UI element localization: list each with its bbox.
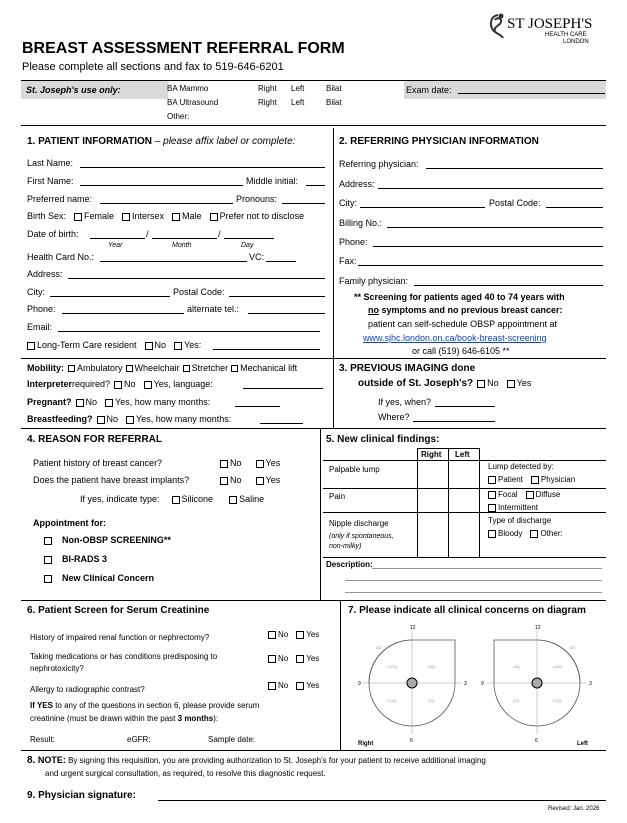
s2-city-label: City: — [339, 198, 357, 208]
dob-year-field[interactable] — [90, 238, 145, 239]
email-label: Email: — [27, 322, 53, 332]
birth-sex-row — [27, 211, 304, 222]
rule-s4 — [21, 428, 606, 429]
description-line-1[interactable] — [372, 568, 602, 569]
s7-num: 7. — [348, 605, 357, 616]
ft-left-header: Left — [455, 450, 470, 459]
vc-field[interactable] — [266, 261, 296, 262]
city-label: City: — [27, 287, 45, 297]
detected-by-row — [488, 475, 575, 485]
postal-code-label: Postal Code: — [173, 287, 225, 297]
left-uiq: UIQ — [513, 664, 521, 669]
diffuse-label: Diffuse — [535, 490, 561, 499]
stretcher-checkbox[interactable] — [183, 365, 190, 372]
right-ax: AX — [376, 645, 382, 650]
q1-no-checkbox[interactable] — [268, 631, 276, 639]
s6-heading — [27, 605, 209, 617]
alt-tel-field[interactable] — [248, 313, 325, 314]
det-patient-label: Patient — [498, 475, 523, 484]
family-phys-label: Family physician: — [339, 276, 409, 286]
s9-heading — [27, 790, 136, 802]
ltc-row — [27, 340, 201, 351]
lump-detected-label: Lump detected by: — [488, 462, 554, 471]
exam-date-field[interactable] — [458, 93, 605, 94]
saline-label: Saline — [239, 494, 265, 504]
ltc-yes-field[interactable] — [213, 349, 320, 350]
s3-yes-checkbox[interactable] — [507, 380, 515, 388]
family-phys-field[interactable] — [414, 285, 603, 286]
ltc-yes-checkbox[interactable] — [174, 342, 182, 350]
pain-label: Pain — [329, 492, 346, 501]
right-c12: 12 — [410, 625, 416, 631]
intersex-checkbox[interactable] — [122, 213, 130, 221]
q2-label-1: Taking medications or has conditions predisposing to — [30, 652, 218, 661]
q1-yes-checkbox[interactable] — [296, 631, 304, 639]
nipple-discharge-label: Nipple discharge — [329, 519, 389, 528]
first-name-label: First Name: — [27, 176, 74, 186]
ltc-no-checkbox[interactable] — [145, 342, 153, 350]
appt-2-checkbox[interactable] — [44, 556, 52, 564]
s3-no-label: No — [487, 378, 499, 388]
rule-s8 — [21, 750, 606, 751]
revised-label: Revised: Jan. 2026 — [548, 806, 600, 812]
silicone-checkbox[interactable] — [172, 496, 180, 504]
pregnant-label: Pregnant? — [27, 397, 72, 407]
s5-title: New clinical findings — [337, 434, 437, 445]
s2-phone-label: Phone: — [339, 237, 368, 247]
implant-type-row — [80, 494, 264, 505]
s8-line-1 — [27, 755, 486, 766]
appt-label: Appointment for: — [33, 518, 106, 528]
intersex-label: Intersex — [132, 211, 165, 221]
last-name-field[interactable] — [80, 167, 325, 168]
findings-table — [323, 448, 606, 558]
egfr-label: eGFR: — [127, 735, 151, 744]
s5-colon: : — [436, 434, 440, 445]
s5-heading — [326, 434, 439, 446]
screening-note-2 — [368, 305, 563, 316]
nipple-note-1: (only if spontaneous, — [329, 533, 394, 540]
s1-note: – please affix label or complete: — [152, 136, 296, 147]
palpable-lump-label: Palpable lump — [329, 465, 380, 474]
left-caption: Left — [577, 741, 588, 747]
q2-yes-label: Yes — [306, 654, 320, 663]
mobility-label: Mobility: — [27, 363, 64, 373]
right-c9: 9 — [358, 681, 361, 687]
impl-yes-checkbox[interactable] — [256, 477, 264, 485]
q2-no-label: No — [278, 654, 289, 663]
q3-yes-checkbox[interactable] — [296, 682, 304, 690]
interpreter-yes-label: Yes, language: — [153, 379, 213, 389]
ft-v1 — [417, 448, 418, 558]
q1-label: History of impaired renal function or nephrectomy? — [30, 633, 210, 642]
q3-no-label: No — [278, 681, 289, 690]
stretcher-label: Stretcher — [191, 363, 229, 373]
bf-months-field[interactable] — [260, 423, 303, 424]
hist-no-checkbox[interactable] — [220, 460, 228, 468]
alt-tel-label: alternate tel.: — [187, 304, 240, 314]
left-ax: AX — [570, 645, 576, 650]
office-mammo-left: Left — [291, 84, 305, 93]
s2-address-label: Address: — [339, 179, 375, 189]
interpreter-req: required? — [72, 379, 111, 389]
bf-no-label: No — [106, 414, 119, 424]
screening-note-1: ** Screening for patients aged 40 to 74 years with — [354, 292, 565, 302]
s3-where-field[interactable] — [413, 421, 495, 422]
s3-title-1: PREVIOUS IMAGING done — [350, 363, 476, 374]
saline-checkbox[interactable] — [229, 496, 237, 504]
screening-no: no — [368, 305, 379, 315]
s2-heading — [339, 136, 539, 148]
male-checkbox[interactable] — [172, 213, 180, 221]
s3-num: 3. — [339, 363, 348, 374]
pronouns-label: Pronouns: — [236, 194, 278, 204]
ft-h3 — [323, 512, 606, 513]
ltc-checkbox[interactable] — [27, 342, 35, 350]
creatinine-note-1 — [30, 701, 259, 711]
divider-s4-s5 — [320, 428, 321, 600]
billing-label: Billing No.: — [339, 218, 383, 228]
intermittent-row — [488, 503, 538, 513]
hist-yes-label: Yes — [265, 458, 281, 468]
left-c6: 6 — [535, 738, 538, 744]
exam-date-label: Exam date: — [406, 85, 452, 95]
result-label: Result: — [30, 735, 55, 744]
left-liq: LIQ — [513, 698, 520, 703]
implants-label: Does the patient have breast implants? — [33, 475, 190, 485]
impl-no-checkbox[interactable] — [220, 477, 228, 485]
discharge-other-label: Other: — [540, 529, 563, 538]
note-2-c: ): — [213, 714, 219, 723]
implant-type-label: If yes, indicate type: — [80, 494, 160, 504]
right-c6: 6 — [410, 738, 413, 744]
s3-title-2: outside of St. Joseph's? — [358, 378, 474, 389]
s9-num: 9. — [27, 790, 36, 801]
dob-month-hint: Month — [172, 242, 192, 249]
s3-when-label: If yes, when? — [378, 397, 432, 407]
discharge-type-label: Type of discharge — [488, 516, 552, 525]
note-if-yes: If YES — [30, 701, 53, 710]
s6-num: 6. — [27, 605, 36, 616]
appt-3-label: New Clinical Concern — [62, 573, 155, 583]
hist-yes-checkbox[interactable] — [256, 460, 264, 468]
impl-yes-label: Yes — [265, 475, 281, 485]
s1-num: 1. — [27, 136, 36, 147]
signature-field[interactable] — [158, 800, 606, 801]
note-2-a: creatinine (must be drawn within the past — [30, 714, 178, 723]
q2-label-2: nephrotoxicity? — [30, 664, 84, 673]
silicone-label: Silicone — [181, 494, 214, 504]
s2-postal-field[interactable] — [546, 207, 603, 208]
ft-h4 — [323, 557, 606, 558]
right-liq: LIQ — [428, 698, 435, 703]
focal-checkbox[interactable] — [488, 491, 496, 499]
ltc-yes-label: Yes: — [184, 340, 202, 350]
s3-when-field[interactable] — [435, 406, 495, 407]
pregnant-no-checkbox[interactable] — [76, 399, 84, 407]
q1-yes-label: Yes — [306, 630, 320, 639]
det-patient-checkbox[interactable] — [488, 476, 496, 484]
ft-h2 — [323, 488, 606, 489]
left-c12: 12 — [535, 625, 541, 631]
s2-phone-field[interactable] — [373, 246, 603, 247]
dob-sep-1: / — [146, 229, 149, 239]
discharge-other-checkbox[interactable] — [530, 530, 538, 538]
office-use-box — [21, 80, 606, 126]
s4-title: REASON FOR REFERRAL — [38, 434, 163, 445]
address-field[interactable] — [68, 278, 325, 279]
bf-no-checkbox[interactable] — [97, 416, 105, 424]
interpreter-yes-checkbox[interactable] — [144, 381, 152, 389]
preferred-name-label: Preferred name: — [27, 194, 93, 204]
screening-link[interactable]: www.sjhc.london.on.ca/book-breast-screening — [363, 333, 547, 343]
female-checkbox[interactable] — [74, 213, 82, 221]
left-c3: 3 — [589, 681, 592, 687]
logo-line3: LONDON — [563, 39, 589, 45]
implants-options — [220, 475, 280, 486]
phone-field[interactable] — [62, 313, 184, 314]
det-physician-label: Physician — [540, 475, 576, 484]
pregnant-row — [27, 397, 210, 408]
dob-sep-2: / — [218, 229, 221, 239]
creatinine-note-2 — [30, 714, 218, 724]
mech-lift-label: Mechanical lift — [240, 363, 298, 373]
office-us-bilat: Bilat — [326, 98, 342, 107]
breastfeeding-row — [27, 414, 231, 425]
dob-label: Date of birth: — [27, 229, 79, 239]
screening-note-2b: symptoms and no previous breast cancer: — [379, 305, 563, 315]
interpreter-row — [27, 379, 213, 390]
divider-s6-s7 — [340, 600, 341, 750]
left-uoq: UOQ — [553, 664, 563, 669]
first-name-field[interactable] — [80, 185, 243, 186]
discharge-type-row — [488, 529, 563, 539]
s4-num: 4. — [27, 434, 36, 445]
rule-s6 — [21, 600, 606, 601]
description-label: Description: — [326, 560, 373, 569]
logo — [487, 12, 605, 52]
prefer-not-label: Prefer not to disclose — [219, 211, 305, 221]
pronouns-field[interactable] — [282, 203, 325, 204]
q3-no-checkbox[interactable] — [268, 682, 276, 690]
bf-yes-checkbox[interactable] — [126, 416, 134, 424]
office-us-left: Left — [291, 98, 305, 107]
divider-s1-s2 — [333, 128, 334, 358]
s3-yes-label: Yes — [516, 378, 532, 388]
interpreter-no-label: No — [124, 379, 136, 389]
logo-line1: ST JOSEPH'S — [507, 16, 593, 32]
birth-sex-label: Birth Sex: — [27, 211, 67, 221]
fax-field[interactable] — [358, 265, 603, 266]
email-field[interactable] — [58, 331, 320, 332]
office-us: BA Ultrasound — [167, 98, 219, 107]
ref-phys-field[interactable] — [426, 168, 603, 169]
s3-where-label: Where? — [378, 412, 410, 422]
appt-3-checkbox[interactable] — [44, 575, 52, 583]
bloody-checkbox[interactable] — [488, 530, 496, 538]
q1-no-label: No — [278, 630, 289, 639]
s7-title: Please indicate all clinical concerns on diagram — [359, 605, 586, 616]
appt-3-row — [44, 573, 154, 584]
sample-date-label: Sample date: — [208, 735, 256, 744]
bf-yes-label: Yes, how many months: — [136, 414, 232, 424]
form-title: BREAST ASSESSMENT REFERRAL FORM — [22, 40, 345, 57]
ltc-no-label: No — [154, 340, 167, 350]
screening-call: or call (519) 646-6105 ** — [412, 346, 510, 356]
screening-note-3: patient can self-schedule OBSP appointment at — [368, 319, 557, 329]
form-subtitle: Please complete all sections and fax to 519-646-6201 — [22, 61, 284, 73]
q2-yes-checkbox[interactable] — [296, 655, 304, 663]
middle-initial-field[interactable] — [306, 185, 325, 186]
s1-title: PATIENT INFORMATION — [38, 136, 153, 147]
s6-title: Patient Screen for Serum Creatinine — [38, 605, 210, 616]
s8-title: NOTE: — [37, 755, 66, 765]
mech-lift-checkbox[interactable] — [231, 365, 238, 372]
intermittent-label: Intermittent — [498, 503, 539, 512]
right-c3: 3 — [464, 681, 467, 687]
wheelchair-label: Wheelchair — [134, 363, 180, 373]
prefer-not-checkbox[interactable] — [210, 213, 218, 221]
ft-v3 — [479, 448, 480, 558]
s1-heading — [27, 136, 295, 148]
s8-line-2: and urgent surgical consultation, as required, to resolve this diagnostic request. — [45, 769, 326, 778]
appt-2-row — [44, 554, 107, 565]
appt-1-row — [44, 535, 171, 546]
hist-bc-label: Patient history of breast cancer? — [33, 458, 163, 468]
description-line-2[interactable] — [345, 580, 602, 581]
right-uiq: UIQ — [428, 664, 436, 669]
s3-heading-1 — [339, 363, 475, 375]
left-loq: LOQ — [553, 698, 562, 703]
vc-label: VC: — [249, 252, 265, 262]
note-1-rest: to any of the questions in section 6, please provide serum — [52, 701, 260, 710]
appt-1-checkbox[interactable] — [44, 537, 52, 545]
appt-2-label: BI-RADS 3 — [62, 554, 108, 564]
office-other: Other: — [167, 112, 190, 121]
office-mammo-right: Right — [258, 84, 277, 93]
ft-right-header: Right — [421, 450, 442, 459]
billing-field[interactable] — [387, 227, 603, 228]
preferred-name-field[interactable] — [100, 203, 233, 204]
s2-title: REFERRING PHYSICIAN INFORMATION — [350, 136, 539, 147]
office-mammo-bilat: Bilat — [326, 84, 342, 93]
right-loq: LOQ — [388, 698, 397, 703]
ft-v2 — [448, 448, 449, 558]
ambulatory-checkbox[interactable] — [68, 365, 75, 372]
ltc-label: Long-Term Care resident — [37, 340, 137, 350]
phone-label: Phone: — [27, 304, 56, 314]
s5-num: 5. — [326, 434, 335, 445]
s2-city-field[interactable] — [360, 207, 485, 208]
divider-mobility-s3 — [333, 358, 334, 428]
nipple-note-2: non-milky) — [329, 543, 362, 550]
q2-no-checkbox[interactable] — [268, 655, 276, 663]
logo-line2: HEALTH CARE — [545, 32, 587, 38]
right-caption: Right — [358, 741, 374, 747]
ref-phys-label: Referring physician: — [339, 159, 419, 169]
s8-num: 8. — [27, 755, 36, 766]
middle-initial-label: Middle initial: — [246, 176, 299, 186]
dob-month-field[interactable] — [152, 238, 217, 239]
pain-type-row — [488, 490, 560, 500]
s7-heading — [348, 605, 586, 617]
appt-1-label: Non-OBSP SCREENING** — [62, 535, 171, 545]
s2-num: 2. — [339, 136, 348, 147]
impl-no-label: No — [230, 475, 242, 485]
diffuse-checkbox[interactable] — [526, 491, 534, 499]
postal-code-field[interactable] — [229, 296, 325, 297]
ft-h1 — [323, 460, 606, 461]
q3-yes-label: Yes — [306, 681, 320, 690]
q1-options — [268, 630, 319, 640]
pregnant-no-label: No — [85, 397, 98, 407]
right-uoq: UOQ — [388, 664, 398, 669]
fax-label: Fax: — [339, 256, 357, 266]
office-use-label: St. Joseph's use only: — [26, 85, 121, 95]
male-label: Male — [182, 211, 202, 221]
focal-label: Focal — [498, 490, 518, 499]
ambulatory-label: Ambulatory — [77, 363, 123, 373]
pregnant-yes-label: Yes, how many months: — [115, 397, 211, 407]
intermittent-checkbox[interactable] — [488, 504, 496, 512]
pregnant-yes-checkbox[interactable] — [105, 399, 113, 407]
office-us-right: Right — [258, 98, 277, 107]
city-field[interactable] — [50, 296, 170, 297]
rule-mobility — [21, 358, 606, 359]
health-card-label: Health Card No.: — [27, 252, 95, 262]
health-card-field[interactable] — [100, 261, 247, 262]
note-2-months: 3 months — [177, 714, 214, 723]
q3-label: Allergy to radiographic contrast? — [30, 685, 145, 694]
q3-options — [268, 681, 319, 691]
s8-text-1: By signing this requisition, you are providing authorization to St. Joseph's for your patient to receive additional imaging — [65, 756, 486, 765]
address-label: Address: — [27, 269, 63, 279]
s3-no-checkbox[interactable] — [477, 380, 485, 388]
det-physician-checkbox[interactable] — [531, 476, 539, 484]
logo-figure-icon — [487, 12, 509, 44]
female-label: Female — [84, 211, 115, 221]
interpreter-no-checkbox[interactable] — [114, 381, 122, 389]
dob-day-field[interactable] — [224, 238, 274, 239]
description-line-3[interactable] — [345, 592, 602, 593]
office-mammo: BA Mammo — [167, 84, 209, 93]
s3-heading-2 — [358, 378, 531, 389]
s2-address-field[interactable] — [378, 188, 603, 189]
left-c9: 9 — [481, 681, 484, 687]
dob-day-hint: Day — [241, 242, 254, 249]
bloody-label: Bloody — [498, 529, 523, 538]
last-name-label: Last Name: — [27, 158, 74, 168]
dob-year-hint: Year — [108, 242, 123, 249]
s4-heading — [27, 434, 162, 446]
breast-diagram[interactable] — [348, 620, 603, 748]
s2-postal-label: Postal Code: — [489, 198, 541, 208]
hist-bc-options — [220, 458, 280, 469]
wheelchair-checkbox[interactable] — [126, 365, 133, 372]
breastfeeding-label: Breastfeeding? — [27, 414, 93, 424]
q2-options — [268, 654, 319, 664]
interpreter-label: Interpreter — [27, 379, 73, 389]
hist-no-label: No — [230, 458, 242, 468]
s9-title: Physician signature: — [38, 790, 136, 801]
language-field[interactable] — [243, 388, 323, 389]
mobility-row — [27, 363, 297, 374]
pregnant-months-field[interactable] — [235, 406, 280, 407]
